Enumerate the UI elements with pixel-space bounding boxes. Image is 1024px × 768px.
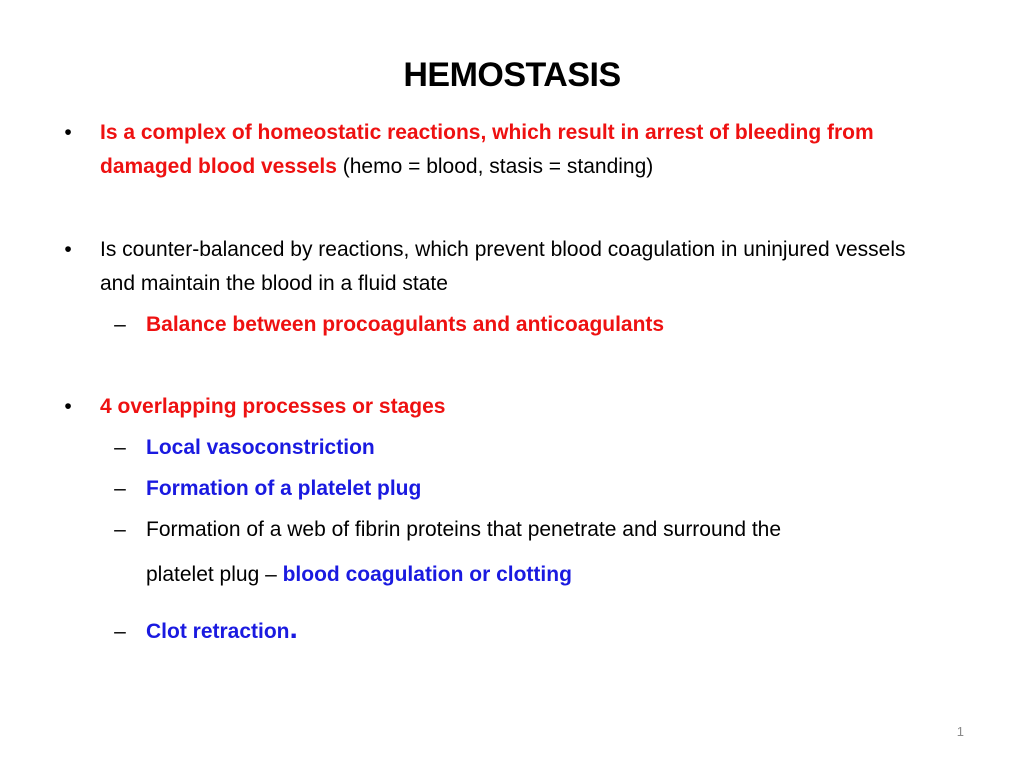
bullet-3-sub-3-line-2	[146, 558, 572, 592]
dash-icon: –	[114, 518, 126, 541]
dash-icon: –	[114, 477, 126, 500]
bullet-3-sub-1: Local vasoconstriction	[146, 436, 375, 459]
bullet-3-sub-4-text: Clot retraction	[146, 620, 290, 643]
bullet-icon: •	[64, 395, 72, 418]
bullet-1-definition: Is a complex of homeostatic reactions, which result in arrest of bleeding from damaged blood vessels	[100, 121, 874, 178]
bullet-1	[100, 116, 970, 184]
dash-icon: –	[114, 436, 126, 459]
dash-icon: –	[114, 313, 126, 336]
bullet-3-sub-4	[146, 612, 298, 649]
bullet-2: Is counter-balanced by reactions, which prevent blood coagulation in uninjured vessels and maintain the blood in a fluid state	[100, 238, 906, 295]
bullet-3: 4 overlapping processes or stages	[100, 395, 446, 418]
bullet-1-etymology: (hemo = blood, stasis = standing)	[336, 155, 654, 178]
bullet-3-sub-2: Formation of a platelet plug	[146, 477, 422, 500]
page-number: 1	[956, 724, 964, 739]
bullet-2-sub-1: Balance between procoagulants and anticoagulants	[146, 313, 665, 336]
bullet-3-sub-4-period: .	[289, 612, 298, 645]
bullet-3-sub-3-highlight: blood coagulation or clotting	[282, 563, 572, 586]
dash-icon: –	[114, 620, 126, 643]
bullet-3-sub-3-plain: platelet plug –	[146, 563, 283, 586]
bullet-icon: •	[64, 121, 72, 144]
slide-title: HEMOSTASIS	[403, 56, 621, 94]
bullet-3-sub-3-line-1: Formation of a web of fibrin proteins that penetrate and surround the	[146, 518, 782, 541]
bullet-icon: •	[64, 238, 72, 261]
